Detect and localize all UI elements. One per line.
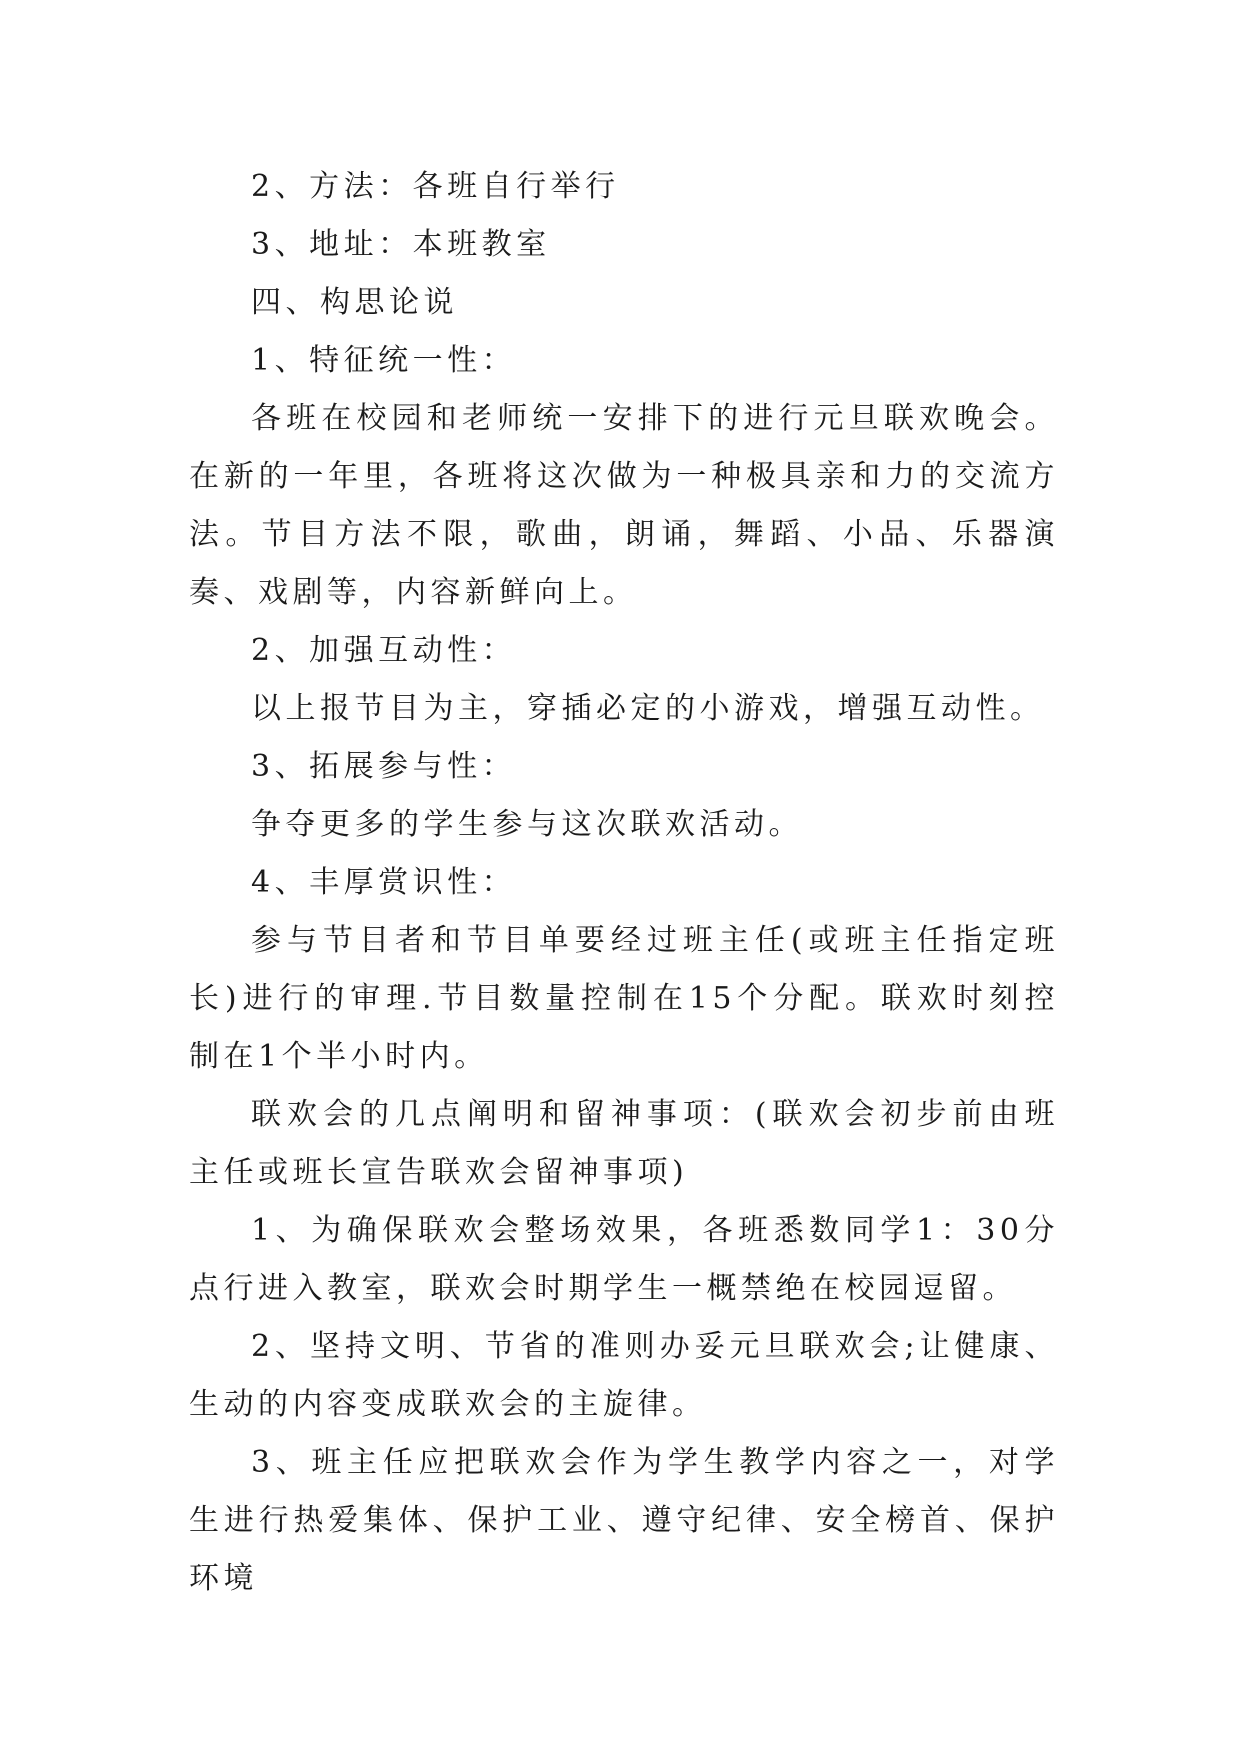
subheading-interaction: 2、加强互动性： [251,633,517,668]
paragraph-interaction: 以上报节目为主，穿插必定的小游戏，增强互动性。 [251,691,1045,726]
subheading-participation: 3、拓展参与性： [251,749,517,784]
paragraph-note-1: 1、为确保联欢会整场效果，各班悉数同学1：30分点行进入教室，联欢会时期学生一概禁绝在校园逗留。 [189,1213,1059,1306]
paragraph-unity: 各班在校园和老师统一安排下的进行元旦联欢晚会。在新的一年里，各班将这次做为一种极具亲和力的交流方法。节目方法不限，歌曲，朗诵，舞蹈、小品、乐器演奏、戏剧等，内容新鲜向上。 [189,401,1059,610]
paragraph-note-2: 2、坚持文明、节省的准则办妥元旦联欢会;让健康、生动的内容变成联欢会的主旋律。 [189,1329,1059,1422]
paragraph-notes-intro: 联欢会的几点阐明和留神事项：(联欢会初步前由班主任或班长宣告联欢会留神事项) [189,1097,1059,1190]
subheading-unity: 1、特征统一性： [251,343,517,378]
section-heading-concept: 四、构思论说 [251,285,458,320]
paragraph-participation: 争夺更多的学生参与这次联欢活动。 [251,807,803,842]
paragraph-location: 3、地址：本班教室 [251,227,551,262]
subheading-appreciation: 4、丰厚赏识性： [251,865,517,900]
paragraph-appreciation: 参与节目者和节目单要经过班主任(或班主任指定班长)进行的审理.节目数量控制在15个分配。联欢时刻控制在1个半小时内。 [189,923,1059,1074]
document-body [189,158,1059,1608]
paragraph-method: 2、方法：各班自行举行 [251,169,620,204]
paragraph-note-3: 3、班主任应把联欢会作为学生教学内容之一，对学生进行热爱集体、保护工业、遵守纪律、安全榜首、保护环境 [189,1445,1059,1596]
